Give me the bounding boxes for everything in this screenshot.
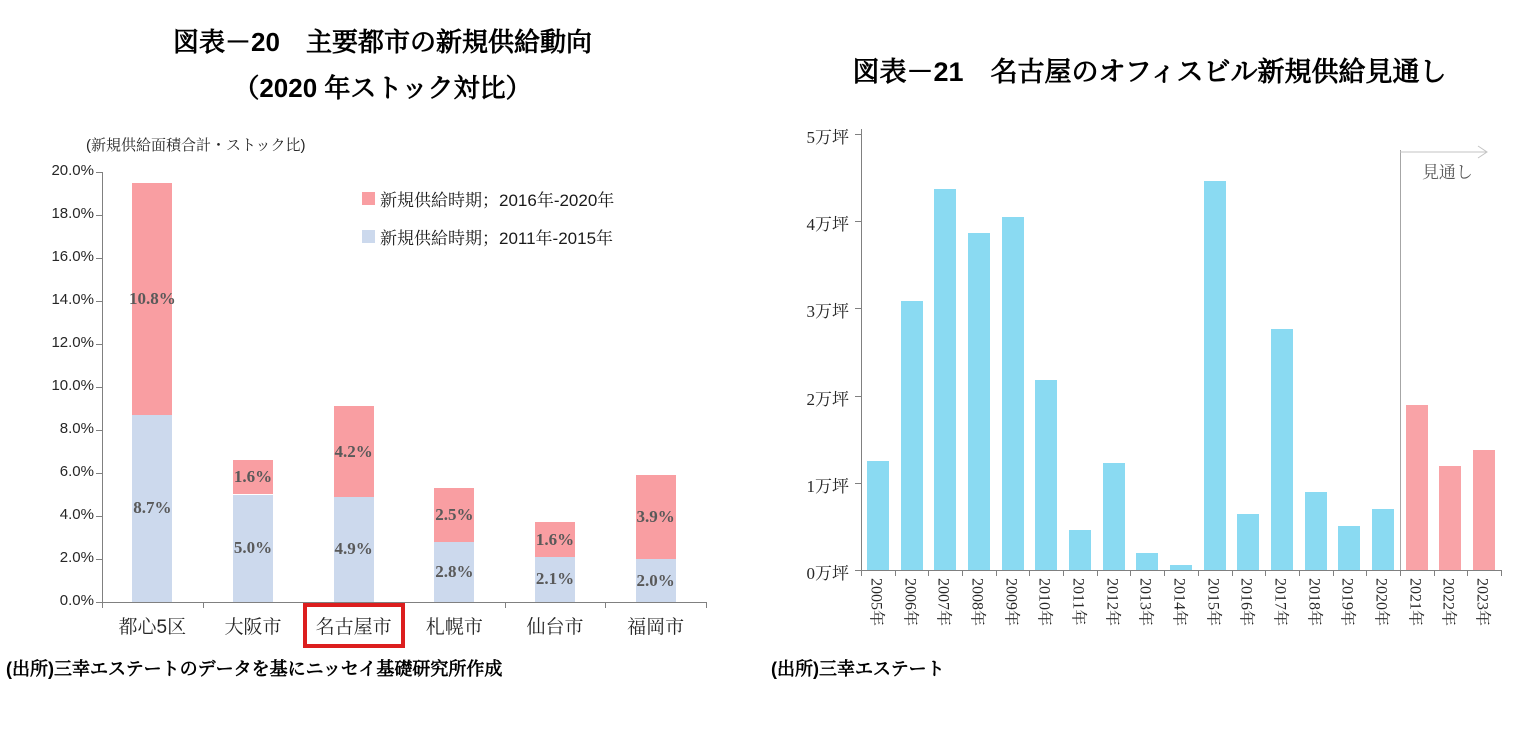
bar-actual — [1136, 553, 1158, 570]
x-axis-year-label: 2010年 — [1035, 578, 1053, 627]
bar-value-label: 8.7% — [133, 498, 172, 518]
x-axis-tick-mark — [706, 602, 707, 608]
figure-20-title-line1: 図表－20 主要都市の新規供給動向 — [173, 27, 592, 57]
y-axis-tick-mark — [855, 396, 861, 397]
bar-value-label: 2.5% — [435, 504, 474, 524]
x-axis-tick-mark — [1029, 570, 1030, 576]
y-axis-tick-label: 1万坪 — [806, 476, 849, 496]
x-axis-year-label: 2018年 — [1305, 578, 1323, 627]
y-axis-tick-label: 3万坪 — [806, 302, 849, 322]
y-axis-tick-mark — [96, 215, 102, 216]
bar-actual — [1002, 217, 1024, 570]
y-axis-tick-label: 14.0% — [51, 291, 94, 308]
bar-actual — [968, 233, 990, 570]
forecast-label: 見通し — [1421, 163, 1473, 182]
x-axis-tick-mark — [962, 570, 963, 576]
y-axis-tick-mark — [855, 308, 861, 309]
bar-value-label: 4.2% — [334, 441, 373, 461]
x-axis-tick-mark — [861, 570, 862, 576]
bar-value-label: 5.0% — [233, 538, 273, 558]
x-axis-year-label: 2020年 — [1372, 578, 1390, 627]
y-axis-tick-mark — [96, 559, 102, 560]
bar-forecast — [1406, 405, 1428, 570]
y-axis-tick-label: 2.0% — [59, 549, 94, 566]
y-axis-tick-mark — [96, 301, 102, 302]
y-axis-line — [102, 172, 103, 602]
x-axis-tick-mark — [605, 602, 606, 608]
x-axis-tick-mark — [203, 602, 204, 608]
legend-item-2011-2015 — [362, 224, 613, 249]
figure-20-source: (出所)三幸エステートのデータを基にニッセイ基礎研究所作成 — [6, 659, 503, 679]
y-axis-tick-label: 16.0% — [51, 248, 94, 265]
y-axis-tick-mark — [96, 344, 102, 345]
figure-21-panel — [765, 0, 1534, 729]
x-axis-year-label: 2006年 — [901, 578, 919, 627]
x-axis-year-label: 2011年 — [1069, 578, 1087, 626]
figure-21-source: (出所)三幸エステート — [771, 659, 945, 679]
bar-forecast — [1439, 466, 1461, 570]
y-axis-tick-label: 10.0% — [51, 377, 94, 394]
y-axis-tick-mark — [96, 430, 102, 431]
x-axis-year-label: 2012年 — [1103, 578, 1121, 627]
x-axis-tick-mark — [1434, 570, 1435, 576]
x-axis-tick-mark — [505, 602, 506, 608]
forecast-divider-line — [1400, 150, 1401, 570]
x-axis-year-label: 2008年 — [968, 578, 986, 627]
figure-20-title-line2: （2020 年ストック対比） — [233, 73, 532, 103]
figure-20-axis-note: (新規供給面積合計・ストック比) — [86, 137, 306, 154]
x-axis-year-label: 2021年 — [1406, 578, 1424, 627]
bar-forecast — [1473, 450, 1495, 570]
x-axis-tick-mark — [1265, 570, 1266, 576]
y-axis-tick-label: 4万坪 — [806, 215, 849, 235]
x-axis-category-label: 仙台市 — [526, 617, 584, 638]
y-axis-tick-mark — [96, 387, 102, 388]
bar-actual — [1305, 492, 1327, 570]
x-axis-tick-mark — [102, 602, 103, 608]
x-axis-year-label: 2015年 — [1204, 578, 1222, 627]
bar-value-label: 4.9% — [334, 539, 373, 559]
legend-swatch-pink — [362, 192, 375, 205]
x-axis-tick-mark — [1400, 570, 1401, 576]
y-axis-tick-mark — [855, 221, 861, 222]
y-axis-tick-label: 12.0% — [51, 334, 94, 351]
x-axis-year-label: 2013年 — [1136, 578, 1154, 627]
x-axis-tick-mark — [1164, 570, 1165, 576]
y-axis-tick-mark — [96, 473, 102, 474]
bar-actual — [867, 461, 889, 570]
bar-actual — [1372, 509, 1394, 570]
y-axis-tick-mark — [96, 172, 102, 173]
bar-actual — [1204, 181, 1226, 570]
y-axis-tick-label: 6.0% — [59, 463, 94, 480]
y-axis-tick-mark — [855, 134, 861, 135]
x-axis-category-label: 都心5区 — [118, 617, 187, 638]
legend-label: 新規供給時期；2011年-2015年 — [380, 229, 614, 248]
x-axis-category-label: 札幌市 — [425, 617, 483, 638]
figure-21-title: 図表－21 名古屋のオフィスビル新規供給見通し — [852, 57, 1447, 87]
x-axis-category-label: 福岡市 — [627, 617, 685, 638]
bar-actual — [1237, 514, 1259, 570]
y-axis-tick-label: 0万坪 — [806, 564, 849, 583]
bar-value-label: 3.9% — [636, 507, 675, 527]
bar-actual — [1069, 530, 1091, 570]
x-axis-tick-mark — [996, 570, 997, 576]
x-axis-year-label: 2009年 — [1002, 578, 1020, 627]
bar-actual — [1170, 565, 1192, 570]
figure-20-panel — [0, 0, 765, 729]
y-axis-tick-label: 5万坪 — [806, 128, 849, 147]
bar-actual — [1103, 463, 1125, 570]
bar-value-label: 2.0% — [636, 570, 675, 590]
x-axis-tick-mark — [1063, 570, 1064, 576]
bar-value-label: 1.6% — [535, 529, 575, 549]
x-axis-tick-mark — [1299, 570, 1300, 576]
x-axis-tick-mark — [895, 570, 896, 576]
y-axis-tick-mark — [96, 258, 102, 259]
y-axis-tick-mark — [96, 516, 102, 517]
x-axis-year-label: 2007年 — [934, 578, 952, 627]
x-axis-line — [861, 570, 1501, 571]
legend-label: 新規供給時期；2016年-2020年 — [380, 191, 615, 210]
x-axis-tick-mark — [1333, 570, 1334, 576]
x-axis-year-label: 2022年 — [1439, 578, 1457, 627]
bar-value-label: 2.1% — [535, 569, 575, 589]
bar-actual — [1035, 380, 1057, 570]
x-axis-category-label: 名古屋市 — [315, 617, 392, 638]
x-axis-year-label: 2017年 — [1271, 578, 1289, 627]
y-axis-tick-label: 20.0% — [51, 162, 94, 179]
x-axis-tick-mark — [1130, 570, 1131, 576]
x-axis-tick-mark — [1097, 570, 1098, 576]
x-axis-tick-mark — [1501, 570, 1502, 576]
bar-value-label: 2.8% — [435, 561, 474, 581]
x-axis-year-label: 2014年 — [1170, 578, 1188, 627]
y-axis-tick-label: 8.0% — [59, 420, 94, 437]
x-axis-tick-mark — [1467, 570, 1468, 576]
bar-actual — [1338, 526, 1360, 570]
x-axis-year-label: 2023年 — [1473, 578, 1491, 627]
y-axis-tick-label: 2万坪 — [806, 389, 849, 409]
y-axis-line — [861, 129, 862, 571]
x-axis-tick-mark — [1198, 570, 1199, 576]
x-axis-year-label: 2016年 — [1237, 578, 1255, 627]
legend-item-2016-2020 — [362, 186, 614, 211]
y-axis-tick-label: 4.0% — [59, 506, 94, 523]
y-axis-tick-label: 0.0% — [59, 592, 94, 609]
bar-actual — [901, 301, 923, 570]
highlight-red-box — [303, 603, 405, 648]
x-axis-tick-mark — [928, 570, 929, 576]
y-axis-tick-mark — [855, 483, 861, 484]
bar-value-label: 10.8% — [128, 288, 176, 308]
legend-swatch-blue — [362, 230, 375, 243]
x-axis-tick-mark — [1232, 570, 1233, 576]
bar-value-label: 1.6% — [233, 467, 273, 487]
x-axis-year-label: 2019年 — [1338, 578, 1356, 627]
x-axis-tick-mark — [1366, 570, 1367, 576]
bar-actual — [1271, 329, 1293, 570]
x-axis-year-label: 2005年 — [867, 578, 885, 627]
x-axis-category-label: 大阪市 — [224, 617, 282, 638]
bar-actual — [934, 189, 956, 570]
y-axis-tick-label: 18.0% — [51, 205, 94, 222]
